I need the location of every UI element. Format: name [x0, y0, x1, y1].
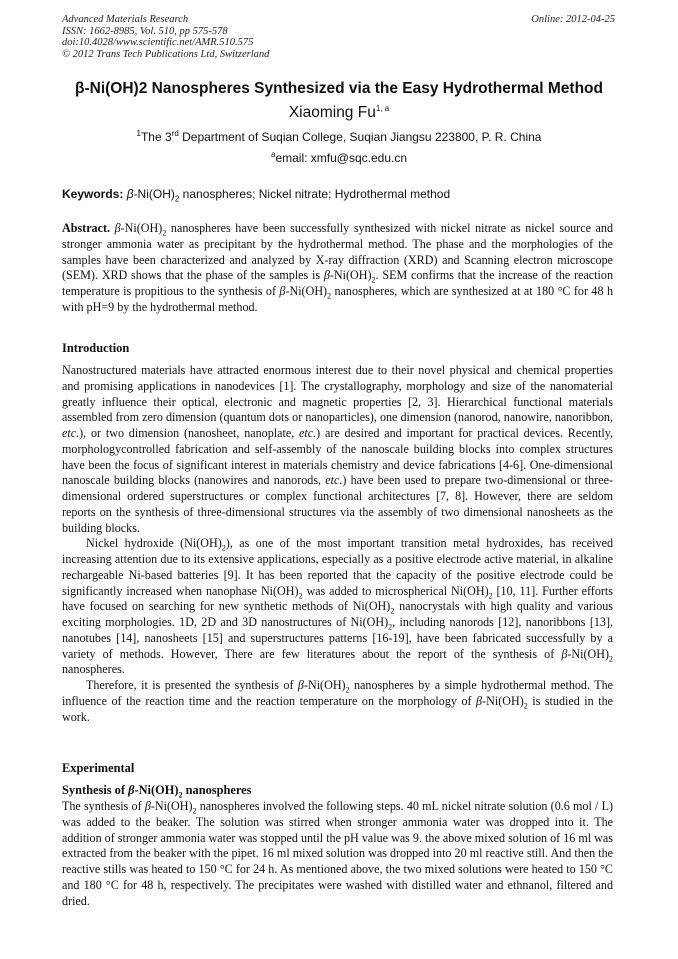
text: ), or two dimension (nanosheet, nanoplate, [79, 426, 300, 440]
text: nanocrystals with high quality and various exciting morphologies. 1D, 2D and 3D nanostructures of Ni(OH) [62, 599, 614, 629]
subscript: 2 [327, 291, 332, 301]
affiliation-ordinal: rd [171, 129, 179, 138]
subscript: 2 [388, 622, 393, 632]
text: , including nanorods [12], nanoribbons [13], nanotubes [14], nanosheets [15] and superstructures patterns [16-19], have been fabricated successfully by a variety of methods. However, There are few literatures about the report of the synthesis of [62, 615, 613, 661]
subscript: 2 [488, 590, 493, 600]
formula: -Ni(OH) [482, 693, 524, 708]
subscript: 2 [174, 194, 180, 204]
online-date: Online: 2012-04-25 [531, 14, 615, 25]
section-heading-experimental: Experimental [62, 761, 135, 775]
email-text: email: xmfu@sqc.edu.cn [275, 151, 408, 165]
intro-paragraph-1 [62, 363, 613, 536]
formula: -Ni(OH) [303, 678, 346, 692]
subscript: 2 [523, 701, 528, 711]
journal-header [62, 14, 269, 60]
affiliation [0, 130, 678, 144]
formula: -Ni(OH) [285, 284, 328, 298]
text: nanospheres involved the following steps. 40 mL nickel nitrate solution (0.6 mol / L) was added to the beaker. The solution was stirred when stronger ammonia water was dropped into it. The addition of stronger ammonia water was stopped until the pH value was 9. the above mixed solution of 16 ml was extracted from the beaker with the pipet. 16 ml mixed solution was dropped into 20 ml reactive still. And then the reactive stills was heated to 150 °C for 24 h. As mentioned above, the two mixed solutions were heated to 150 °C and 180 °C for 48 h, respectively. The precipitates were washed with distilled water and ethnanol, filtered and dried. [62, 799, 614, 908]
affiliation-text-rest: Department of Suqian College, Suqian Jiangsu 223800, P. R. China [178, 130, 542, 144]
formula: -Ni(OH) [134, 783, 179, 797]
subscript: 2 [221, 543, 226, 553]
etc: etc. [62, 426, 80, 440]
text: was added to microspherical Ni(OH) [302, 583, 489, 598]
subscript: 2 [192, 806, 197, 816]
beta-symbol: β [114, 221, 121, 235]
subscript: 2 [162, 228, 167, 238]
email-mark: a [270, 150, 276, 159]
subscript: 2 [298, 590, 303, 600]
abstract-text: nanospheres, which are synthesized at at 180 °C for 48 h with pH=9 by the hydrothermal method. [62, 284, 613, 314]
experimental-body [62, 799, 613, 909]
text: nanospheres. [62, 662, 125, 677]
affiliation-mark: 1 [136, 129, 141, 138]
abstract-label: Abstract. [62, 221, 111, 235]
subscript: 2 [609, 653, 613, 663]
beta-symbol: β [476, 693, 483, 708]
beta-symbol: β [128, 783, 135, 797]
keywords-label: Keywords: [62, 187, 124, 201]
beta-symbol: β [297, 678, 304, 692]
text: is studied in the work. [62, 693, 614, 724]
abstract [62, 221, 613, 316]
issn-line: ISSN: 1662-8985, Vol. 510, pp 575-578 [62, 25, 228, 37]
doi-line: doi:10.4028/www.scientific.net/AMR.510.575 [62, 37, 254, 48]
beta-symbol: β [323, 268, 330, 283]
beta-symbol: β [126, 187, 134, 201]
formula: -Ni(OH) [567, 646, 609, 661]
introduction-body [62, 363, 613, 725]
subscript: 2 [345, 685, 350, 695]
beta-symbol: β [279, 284, 286, 298]
text: [10, 11]. Further efforts have focused on searching for new synthetic methods of Ni(OH) [62, 583, 613, 614]
copyright-line: © 2012 Trans Tech Publications Ltd, Switzerland [62, 48, 270, 60]
author-name: Xiaoming Fu [288, 104, 376, 121]
intro-paragraph-2 [62, 536, 613, 678]
paper-title: β-Ni(OH)2 Nanospheres Synthesized via the Easy Hydrothermal Method [75, 80, 603, 97]
keyword-text: -Ni(OH) [133, 187, 175, 201]
text: Nickel hydroxide (Ni(OH) [86, 536, 222, 551]
subscript: 2 [178, 790, 183, 800]
formula: -Ni(OH) [150, 799, 193, 813]
abstract-text: nanospheres have been successfully synthesized with nickel nitrate as nickel source and stronger ammonia water as precipitant by the hydrothermal method. The phase and the morphologies of the samples have been characterized and analyzed by X-ray diffraction (XRD) and Scanning electron microscope (SEM). XRD shows that the phase of the samples is [62, 221, 613, 283]
intro-paragraph-3 [62, 678, 613, 725]
text: Nanostructured materials have attracted enormous interest due to their novel physical and chemical properties and promising applications in nanodevices [1]. The crystallography, morphology and size of the nanomaterial greatly influence their optical, electronic and magnetic properties [2, 3]. Hierarchical functional materials assembled from zero dimension (quantum dots or nanoparticles), one dimension (nanorod, nanowire, nanoribbon, [62, 363, 613, 425]
affiliation-text: The 3 [140, 130, 172, 144]
subsection-heading-synthesis [62, 783, 252, 798]
beta-symbol: β [144, 799, 151, 813]
text: Synthesis of [62, 783, 129, 797]
section-heading-introduction: Introduction [62, 341, 130, 355]
formula: -Ni(OH) [329, 268, 372, 283]
email-line [0, 151, 678, 165]
etc: etc. [299, 426, 317, 440]
subscript: 2 [371, 275, 376, 285]
subscript: 2 [390, 606, 395, 616]
text: The synthesis of [62, 799, 145, 813]
author-marks: 1, a [375, 103, 390, 113]
etc: etc. [325, 473, 343, 488]
formula: -Ni(OH) [120, 221, 163, 235]
keyword-text-rest: nanospheres; Nickel nitrate; Hydrothermal method [179, 187, 451, 201]
text: Therefore, it is presented the synthesis of [86, 678, 298, 692]
text: ) have been used to prepare two-dimensional or three-dimensional ordered superstructures or complex functional architectures [7, 8]. However, there are seldom reports on the synthesis of three-dimensional structures via the assembly of two dimensional nanosheets as the building blocks. [62, 473, 613, 535]
abstract-text: . SEM confirms that the increase of the reaction temperature is propitious to the synthesis of [62, 268, 613, 298]
keywords [62, 187, 451, 204]
text: nanospheres [182, 783, 252, 797]
text: ) are desired and important for practical devices. Recently, morphologycontrolled fabrication and self-assembly of the nanoscale building blocks into complex structures have been the focus of significant interest in materials chemistry and device fabrications [4-6]. One-dimensional nanoscale building blocks (nanowires and nanorods, [62, 426, 613, 488]
beta-symbol: β [561, 646, 568, 661]
text: nanospheres by a simple hydrothermal method. The influence of the reaction time and the reaction temperature on the morphology of [62, 678, 613, 708]
journal-name: Advanced Materials Research [62, 14, 189, 25]
author-line [0, 104, 678, 122]
text: ), as one of the most important transition metal hydroxides, has received increasing attention due to its extensive applications, especially as a positive electrode active material, in alkaline rechargeable Ni-based batteries [9]. It has been reported that the capacity of the positive electrode could be significantly increased when nanophase Ni(OH) [62, 536, 613, 598]
